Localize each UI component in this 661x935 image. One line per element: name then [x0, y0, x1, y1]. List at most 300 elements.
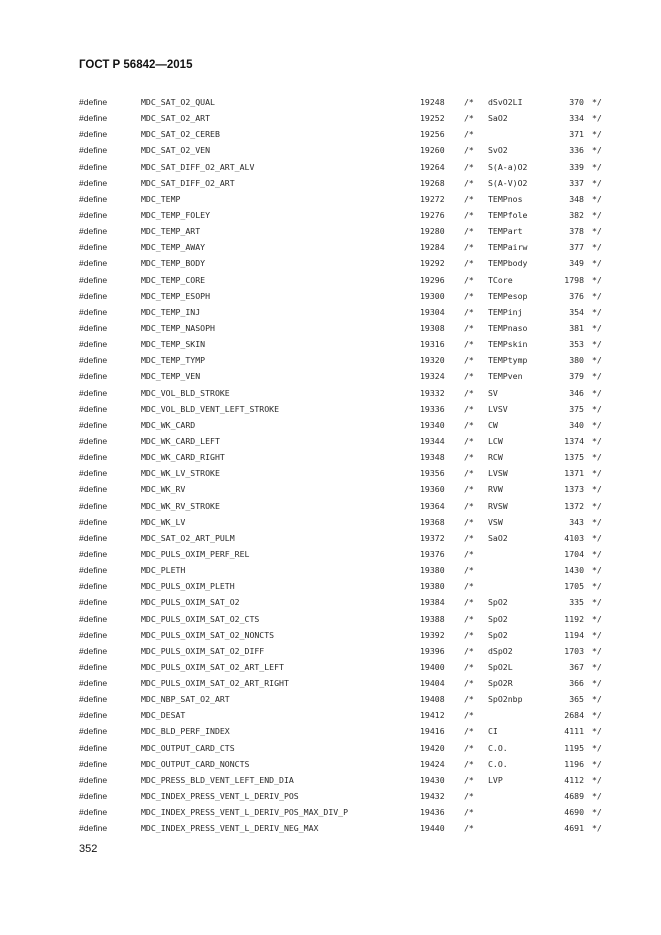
abbreviation: TEMPairw	[488, 242, 528, 253]
macro-name: MDC_TEMP_VEN	[141, 371, 201, 382]
reference-id: 4689	[564, 791, 584, 802]
define-row	[0, 401, 661, 417]
comment-open: /*	[464, 500, 474, 511]
macro-code: 19432	[420, 791, 445, 802]
define-row	[0, 530, 661, 546]
define-keyword: #define	[79, 548, 108, 559]
define-keyword: #define	[79, 290, 108, 301]
reference-id: 349	[569, 258, 584, 269]
macro-code: 19380	[420, 565, 445, 576]
reference-id: 353	[569, 339, 584, 350]
abbreviation: TEMPesop	[488, 290, 528, 301]
reference-id: 337	[569, 177, 584, 188]
comment-open: /*	[464, 565, 474, 576]
macro-name: MDC_TEMP	[141, 193, 181, 204]
comment-open: /*	[464, 710, 474, 721]
macro-code: 19248	[420, 97, 445, 107]
reference-id: 370	[569, 97, 584, 107]
reference-id: 340	[569, 419, 584, 430]
reference-id: 1194	[564, 629, 584, 640]
comment-close: */	[592, 742, 602, 753]
abbreviation: LVSW	[488, 468, 508, 479]
define-row	[0, 611, 661, 627]
reference-id: 1372	[564, 500, 584, 511]
define-keyword: #define	[79, 629, 108, 640]
define-keyword: #define	[79, 371, 108, 382]
macro-name: MDC_PULS_OXIM_PLETH	[141, 581, 235, 592]
comment-close: */	[592, 661, 602, 672]
define-row	[0, 449, 661, 465]
comment-close: */	[592, 548, 602, 559]
reference-id: 378	[569, 226, 584, 237]
comment-open: /*	[464, 742, 474, 753]
macro-code: 19260	[420, 145, 445, 156]
macro-code: 19340	[420, 419, 445, 430]
abbreviation: SV	[488, 387, 498, 398]
comment-close: */	[592, 355, 602, 366]
macro-code: 19436	[420, 807, 445, 818]
macro-name: MDC_PULS_OXIM_SAT_O2	[141, 597, 240, 608]
comment-close: */	[592, 209, 602, 220]
macro-name: MDC_INDEX_PRESS_VENT_L_DERIV_NEG_MAX	[141, 823, 319, 834]
reference-id: 1703	[564, 645, 584, 656]
macro-code: 19388	[420, 613, 445, 624]
comment-close: */	[592, 694, 602, 705]
comment-open: /*	[464, 435, 474, 446]
comment-close: */	[592, 726, 602, 737]
macro-code: 19268	[420, 177, 445, 188]
macro-code: 19284	[420, 242, 445, 253]
define-row	[0, 223, 661, 239]
comment-close: */	[592, 774, 602, 785]
comment-open: /*	[464, 661, 474, 672]
comment-open: /*	[464, 452, 474, 463]
define-keyword: #define	[79, 274, 108, 285]
comment-close: */	[592, 807, 602, 818]
reference-id: 348	[569, 193, 584, 204]
abbreviation: C.O.	[488, 742, 508, 753]
comment-open: /*	[464, 274, 474, 285]
macro-name: MDC_SAT_O2_VEN	[141, 145, 211, 156]
macro-code: 19332	[420, 387, 445, 398]
define-list	[0, 94, 661, 836]
abbreviation: dSvO2LI	[488, 97, 523, 107]
define-row	[0, 756, 661, 772]
comment-open: /*	[464, 694, 474, 705]
abbreviation: TEMPnaso	[488, 322, 528, 333]
reference-id: 379	[569, 371, 584, 382]
define-keyword: #define	[79, 242, 108, 253]
comment-close: */	[592, 193, 602, 204]
define-keyword: #define	[79, 161, 108, 172]
comment-open: /*	[464, 322, 474, 333]
define-keyword: #define	[79, 419, 108, 430]
reference-id: 1195	[564, 742, 584, 753]
macro-name: MDC_PULS_OXIM_SAT_O2_NONCTS	[141, 629, 275, 640]
define-row	[0, 772, 661, 788]
comment-close: */	[592, 468, 602, 479]
comment-open: /*	[464, 726, 474, 737]
abbreviation: TEMPven	[488, 371, 523, 382]
abbreviation: SpO2L	[488, 661, 513, 672]
macro-code: 19360	[420, 484, 445, 495]
abbreviation: VSW	[488, 516, 503, 527]
comment-close: */	[592, 306, 602, 317]
comment-close: */	[592, 226, 602, 237]
comment-close: */	[592, 161, 602, 172]
macro-code: 19344	[420, 435, 445, 446]
comment-open: /*	[464, 339, 474, 350]
macro-name: MDC_PULS_OXIM_SAT_O2_DIFF	[141, 645, 265, 656]
define-keyword: #define	[79, 807, 108, 818]
comment-close: */	[592, 484, 602, 495]
define-row	[0, 352, 661, 368]
macro-code: 19308	[420, 322, 445, 333]
macro-name: MDC_BLD_PERF_INDEX	[141, 726, 230, 737]
define-keyword: #define	[79, 468, 108, 479]
macro-name: MDC_WK_LV_STROKE	[141, 468, 220, 479]
define-keyword: #define	[79, 339, 108, 350]
define-row	[0, 740, 661, 756]
macro-code: 19416	[420, 726, 445, 737]
macro-code: 19300	[420, 290, 445, 301]
define-keyword: #define	[79, 694, 108, 705]
define-row	[0, 94, 661, 110]
comment-open: /*	[464, 371, 474, 382]
macro-name: MDC_TEMP_SKIN	[141, 339, 206, 350]
define-row	[0, 578, 661, 594]
macro-code: 19380	[420, 581, 445, 592]
reference-id: 1373	[564, 484, 584, 495]
reference-id: 1798	[564, 274, 584, 285]
macro-code: 19400	[420, 661, 445, 672]
define-row	[0, 433, 661, 449]
reference-id: 4690	[564, 807, 584, 818]
reference-id: 375	[569, 403, 584, 414]
reference-id: 4111	[564, 726, 584, 737]
comment-open: /*	[464, 355, 474, 366]
reference-id: 382	[569, 209, 584, 220]
comment-open: /*	[464, 129, 474, 140]
reference-id: 343	[569, 516, 584, 527]
define-keyword: #define	[79, 581, 108, 592]
reference-id: 366	[569, 678, 584, 689]
macro-name: MDC_VOL_BLD_VENT_LEFT_STROKE	[141, 403, 280, 414]
macro-name: MDC_PULS_OXIM_SAT_O2_ART_LEFT	[141, 661, 284, 672]
abbreviation: TEMPbody	[488, 258, 528, 269]
comment-open: /*	[464, 532, 474, 543]
reference-id: 1371	[564, 468, 584, 479]
reference-id: 1375	[564, 452, 584, 463]
define-keyword: #define	[79, 97, 108, 107]
comment-open: /*	[464, 209, 474, 220]
macro-name: MDC_WK_CARD_LEFT	[141, 435, 220, 446]
comment-open: /*	[464, 161, 474, 172]
comment-open: /*	[464, 290, 474, 301]
define-keyword: #define	[79, 645, 108, 656]
comment-open: /*	[464, 387, 474, 398]
define-keyword: #define	[79, 742, 108, 753]
define-keyword: #define	[79, 613, 108, 624]
define-keyword: #define	[79, 484, 108, 495]
abbreviation: C.O.	[488, 758, 508, 769]
macro-name: MDC_TEMP_INJ	[141, 306, 201, 317]
define-row	[0, 336, 661, 352]
reference-id: 339	[569, 161, 584, 172]
define-row	[0, 126, 661, 142]
comment-close: */	[592, 435, 602, 446]
comment-open: /*	[464, 193, 474, 204]
comment-open: /*	[464, 468, 474, 479]
reference-id: 336	[569, 145, 584, 156]
define-keyword: #define	[79, 306, 108, 317]
define-keyword: #define	[79, 177, 108, 188]
define-row	[0, 659, 661, 675]
macro-code: 19368	[420, 516, 445, 527]
macro-code: 19356	[420, 468, 445, 479]
comment-close: */	[592, 387, 602, 398]
abbreviation: LVP	[488, 774, 503, 785]
reference-id: 2684	[564, 710, 584, 721]
macro-code: 19264	[420, 161, 445, 172]
define-row	[0, 627, 661, 643]
macro-code: 19252	[420, 113, 445, 124]
comment-close: */	[592, 613, 602, 624]
abbreviation: S(A-a)O2	[488, 161, 528, 172]
comment-open: /*	[464, 177, 474, 188]
reference-id: 334	[569, 113, 584, 124]
macro-name: MDC_SAT_DIFF_O2_ART	[141, 177, 235, 188]
abbreviation: SpO2R	[488, 678, 513, 689]
define-row	[0, 562, 661, 578]
comment-open: /*	[464, 613, 474, 624]
macro-name: MDC_TEMP_ART	[141, 226, 201, 237]
define-row	[0, 804, 661, 820]
define-keyword: #define	[79, 661, 108, 672]
comment-close: */	[592, 339, 602, 350]
abbreviation: SpO2nbp	[488, 694, 523, 705]
define-row	[0, 368, 661, 384]
reference-id: 335	[569, 597, 584, 608]
define-row	[0, 675, 661, 691]
abbreviation: LVSV	[488, 403, 508, 414]
define-row	[0, 820, 661, 836]
define-row	[0, 272, 661, 288]
comment-close: */	[592, 532, 602, 543]
macro-name: MDC_SAT_O2_ART	[141, 113, 211, 124]
macro-name: MDC_WK_RV	[141, 484, 186, 495]
abbreviation: SpO2	[488, 629, 508, 640]
reference-id: 4103	[564, 532, 584, 543]
define-keyword: #define	[79, 565, 108, 576]
define-row	[0, 546, 661, 562]
define-keyword: #define	[79, 452, 108, 463]
reference-id: 346	[569, 387, 584, 398]
macro-name: MDC_OUTPUT_CARD_NONCTS	[141, 758, 250, 769]
comment-open: /*	[464, 597, 474, 608]
comment-open: /*	[464, 791, 474, 802]
comment-close: */	[592, 791, 602, 802]
comment-open: /*	[464, 484, 474, 495]
reference-id: 377	[569, 242, 584, 253]
macro-code: 19324	[420, 371, 445, 382]
reference-id: 1196	[564, 758, 584, 769]
comment-close: */	[592, 242, 602, 253]
define-row	[0, 498, 661, 514]
abbreviation: TEMPtymp	[488, 355, 528, 366]
macro-code: 19412	[420, 710, 445, 721]
comment-close: */	[592, 500, 602, 511]
define-row	[0, 191, 661, 207]
macro-name: MDC_NBP_SAT_O2_ART	[141, 694, 230, 705]
abbreviation: RCW	[488, 452, 503, 463]
macro-code: 19296	[420, 274, 445, 285]
abbreviation: SaO2	[488, 532, 508, 543]
comment-close: */	[592, 258, 602, 269]
macro-code: 19292	[420, 258, 445, 269]
macro-name: MDC_INDEX_PRESS_VENT_L_DERIV_POS_MAX_DIV_P	[141, 807, 349, 818]
macro-name: MDC_INDEX_PRESS_VENT_L_DERIV_POS	[141, 791, 299, 802]
comment-close: */	[592, 581, 602, 592]
macro-code: 19424	[420, 758, 445, 769]
reference-id: 1192	[564, 613, 584, 624]
abbreviation: dSpO2	[488, 645, 513, 656]
macro-name: MDC_TEMP_TYMP	[141, 355, 206, 366]
abbreviation: CW	[488, 419, 498, 430]
comment-close: */	[592, 322, 602, 333]
define-keyword: #define	[79, 113, 108, 124]
define-keyword: #define	[79, 516, 108, 527]
reference-id: 381	[569, 322, 584, 333]
macro-code: 19408	[420, 694, 445, 705]
comment-open: /*	[464, 823, 474, 834]
reference-id: 4691	[564, 823, 584, 834]
macro-name: MDC_PULS_OXIM_SAT_O2_ART_RIGHT	[141, 678, 289, 689]
comment-open: /*	[464, 581, 474, 592]
define-row	[0, 288, 661, 304]
comment-close: */	[592, 678, 602, 689]
comment-close: */	[592, 758, 602, 769]
comment-open: /*	[464, 97, 474, 107]
macro-code: 19336	[420, 403, 445, 414]
macro-name: MDC_WK_RV_STROKE	[141, 500, 220, 511]
macro-code: 19364	[420, 500, 445, 511]
define-keyword: #define	[79, 322, 108, 333]
comment-open: /*	[464, 548, 474, 559]
define-keyword: #define	[79, 226, 108, 237]
macro-code: 19372	[420, 532, 445, 543]
macro-code: 19376	[420, 548, 445, 559]
macro-code: 19440	[420, 823, 445, 834]
comment-open: /*	[464, 678, 474, 689]
abbreviation: TEMPskin	[488, 339, 528, 350]
comment-close: */	[592, 129, 602, 140]
macro-code: 19384	[420, 597, 445, 608]
reference-id: 4112	[564, 774, 584, 785]
comment-close: */	[592, 565, 602, 576]
comment-close: */	[592, 645, 602, 656]
macro-code: 19392	[420, 629, 445, 640]
define-keyword: #define	[79, 209, 108, 220]
define-row	[0, 643, 661, 659]
comment-close: */	[592, 516, 602, 527]
reference-id: 1705	[564, 581, 584, 592]
comment-close: */	[592, 452, 602, 463]
define-keyword: #define	[79, 145, 108, 156]
define-row	[0, 239, 661, 255]
macro-name: MDC_VOL_BLD_STROKE	[141, 387, 230, 398]
define-keyword: #define	[79, 435, 108, 446]
define-row	[0, 707, 661, 723]
comment-close: */	[592, 710, 602, 721]
define-keyword: #define	[79, 387, 108, 398]
document-header: ГОСТ Р 56842—2015	[79, 59, 193, 71]
define-row	[0, 142, 661, 158]
macro-name: MDC_PLETH	[141, 565, 186, 576]
macro-name: MDC_PULS_OXIM_PERF_REL	[141, 548, 250, 559]
macro-name: MDC_PULS_OXIM_SAT_O2_CTS	[141, 613, 260, 624]
define-row	[0, 385, 661, 401]
macro-code: 19256	[420, 129, 445, 140]
abbreviation: SvO2	[488, 145, 508, 156]
comment-close: */	[592, 177, 602, 188]
comment-close: */	[592, 629, 602, 640]
define-keyword: #define	[79, 403, 108, 414]
comment-open: /*	[464, 774, 474, 785]
macro-name: MDC_SAT_O2_ART_PULM	[141, 532, 235, 543]
macro-name: MDC_WK_CARD_RIGHT	[141, 452, 225, 463]
macro-code: 19304	[420, 306, 445, 317]
reference-id: 1430	[564, 565, 584, 576]
comment-close: */	[592, 97, 602, 107]
abbreviation: RVW	[488, 484, 503, 495]
comment-close: */	[592, 145, 602, 156]
comment-open: /*	[464, 306, 474, 317]
macro-code: 19404	[420, 678, 445, 689]
define-keyword: #define	[79, 355, 108, 366]
define-keyword: #define	[79, 193, 108, 204]
macro-name: MDC_SAT_O2_CEREB	[141, 129, 220, 140]
abbreviation: SpO2	[488, 613, 508, 624]
abbreviation: S(A-V)O2	[488, 177, 528, 188]
define-row	[0, 175, 661, 191]
define-row	[0, 417, 661, 433]
reference-id: 365	[569, 694, 584, 705]
macro-name: MDC_WK_CARD	[141, 419, 196, 430]
macro-code: 19272	[420, 193, 445, 204]
define-keyword: #define	[79, 823, 108, 834]
macro-code: 19420	[420, 742, 445, 753]
comment-open: /*	[464, 403, 474, 414]
macro-name: MDC_WK_LV	[141, 516, 186, 527]
define-keyword: #define	[79, 791, 108, 802]
define-keyword: #define	[79, 678, 108, 689]
comment-close: */	[592, 274, 602, 285]
comment-open: /*	[464, 645, 474, 656]
macro-name: MDC_OUTPUT_CARD_CTS	[141, 742, 235, 753]
macro-code: 19430	[420, 774, 445, 785]
define-row	[0, 159, 661, 175]
comment-close: */	[592, 113, 602, 124]
define-keyword: #define	[79, 774, 108, 785]
comment-open: /*	[464, 258, 474, 269]
define-keyword: #define	[79, 726, 108, 737]
define-row	[0, 255, 661, 271]
reference-id: 371	[569, 129, 584, 140]
macro-name: MDC_DESAT	[141, 710, 186, 721]
reference-id: 354	[569, 306, 584, 317]
comment-close: */	[592, 290, 602, 301]
